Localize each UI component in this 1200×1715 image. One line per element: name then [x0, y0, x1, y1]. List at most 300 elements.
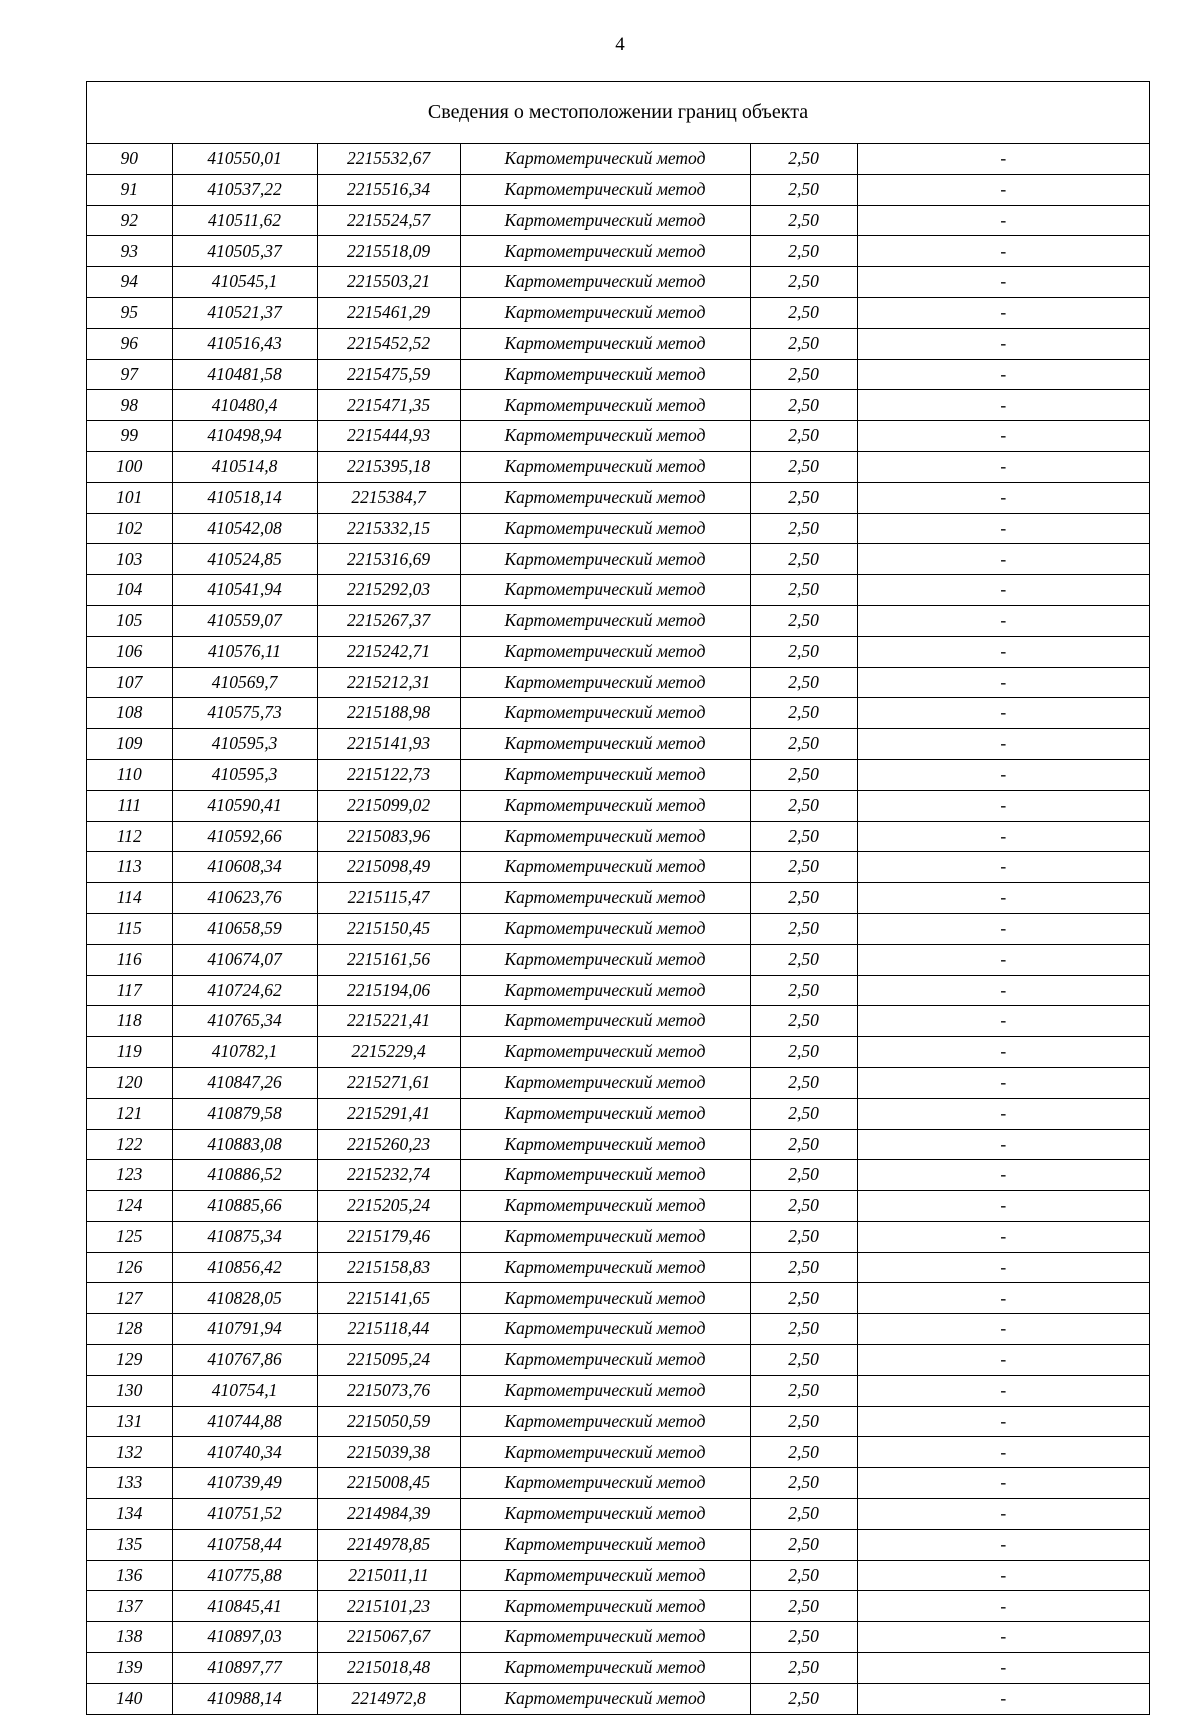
cell-x-coordinate: 410782,1	[172, 1037, 317, 1068]
table-row	[87, 513, 1149, 544]
cell-x-coordinate: 410542,08	[172, 513, 317, 544]
cell-y-coordinate: 2215475,59	[317, 359, 460, 390]
cell-note: -	[857, 605, 1149, 636]
cell-x-coordinate: 410576,11	[172, 636, 317, 667]
cell-note: -	[857, 944, 1149, 975]
table-row	[87, 1283, 1149, 1314]
cell-note: -	[857, 1468, 1149, 1499]
cell-point-number: 110	[87, 759, 172, 790]
cell-y-coordinate: 2215050,59	[317, 1406, 460, 1437]
table-row	[87, 1221, 1149, 1252]
cell-note: -	[857, 1653, 1149, 1684]
cell-point-number: 129	[87, 1345, 172, 1376]
cell-x-coordinate: 410595,3	[172, 729, 317, 760]
cell-point-number: 94	[87, 267, 172, 298]
cell-accuracy: 2,50	[750, 698, 857, 729]
table-row	[87, 1683, 1149, 1713]
cell-point-number: 133	[87, 1468, 172, 1499]
cell-point-number: 123	[87, 1160, 172, 1191]
cell-y-coordinate: 2215316,69	[317, 544, 460, 575]
cell-accuracy: 2,50	[750, 482, 857, 513]
cell-method: Картометрический метод	[460, 759, 750, 790]
cell-note: -	[857, 975, 1149, 1006]
cell-point-number: 124	[87, 1191, 172, 1222]
cell-accuracy: 2,50	[750, 1037, 857, 1068]
cell-note: -	[857, 1437, 1149, 1468]
boundary-points-table-frame	[86, 81, 1150, 1715]
table-row	[87, 1314, 1149, 1345]
cell-x-coordinate: 410658,59	[172, 913, 317, 944]
cell-x-coordinate: 410845,41	[172, 1591, 317, 1622]
cell-accuracy: 2,50	[750, 144, 857, 174]
cell-accuracy: 2,50	[750, 1468, 857, 1499]
cell-y-coordinate: 2215008,45	[317, 1468, 460, 1499]
cell-note: -	[857, 1406, 1149, 1437]
cell-method: Картометрический метод	[460, 267, 750, 298]
cell-x-coordinate: 410674,07	[172, 944, 317, 975]
cell-method: Картометрический метод	[460, 1375, 750, 1406]
cell-method: Картометрический метод	[460, 790, 750, 821]
cell-method: Картометрический метод	[460, 1221, 750, 1252]
cell-accuracy: 2,50	[750, 1252, 857, 1283]
cell-note: -	[857, 1160, 1149, 1191]
cell-method: Картометрический метод	[460, 328, 750, 359]
cell-accuracy: 2,50	[750, 790, 857, 821]
cell-y-coordinate: 2215039,38	[317, 1437, 460, 1468]
cell-accuracy: 2,50	[750, 1129, 857, 1160]
table-row	[87, 1529, 1149, 1560]
table-row	[87, 1129, 1149, 1160]
cell-method: Картометрический метод	[460, 1406, 750, 1437]
cell-x-coordinate: 410751,52	[172, 1499, 317, 1530]
table-row	[87, 790, 1149, 821]
cell-y-coordinate: 2215115,47	[317, 883, 460, 914]
cell-y-coordinate: 2215503,21	[317, 267, 460, 298]
cell-x-coordinate: 410595,3	[172, 759, 317, 790]
cell-method: Картометрический метод	[460, 667, 750, 698]
cell-y-coordinate: 2214984,39	[317, 1499, 460, 1530]
cell-accuracy: 2,50	[750, 667, 857, 698]
table-row	[87, 759, 1149, 790]
cell-accuracy: 2,50	[750, 759, 857, 790]
cell-method: Картометрический метод	[460, 174, 750, 205]
cell-note: -	[857, 821, 1149, 852]
cell-y-coordinate: 2215150,45	[317, 913, 460, 944]
cell-y-coordinate: 2215532,67	[317, 144, 460, 174]
cell-point-number: 115	[87, 913, 172, 944]
cell-note: -	[857, 236, 1149, 267]
cell-accuracy: 2,50	[750, 575, 857, 606]
cell-point-number: 135	[87, 1529, 172, 1560]
cell-point-number: 119	[87, 1037, 172, 1068]
cell-note: -	[857, 359, 1149, 390]
cell-note: -	[857, 1529, 1149, 1560]
cell-method: Картометрический метод	[460, 205, 750, 236]
cell-note: -	[857, 698, 1149, 729]
cell-accuracy: 2,50	[750, 852, 857, 883]
cell-point-number: 97	[87, 359, 172, 390]
cell-x-coordinate: 410537,22	[172, 174, 317, 205]
cell-x-coordinate: 410739,49	[172, 1468, 317, 1499]
cell-accuracy: 2,50	[750, 1683, 857, 1713]
cell-point-number: 118	[87, 1006, 172, 1037]
cell-y-coordinate: 2215452,52	[317, 328, 460, 359]
cell-y-coordinate: 2215083,96	[317, 821, 460, 852]
cell-point-number: 116	[87, 944, 172, 975]
cell-y-coordinate: 2215332,15	[317, 513, 460, 544]
cell-x-coordinate: 410765,34	[172, 1006, 317, 1037]
cell-point-number: 111	[87, 790, 172, 821]
table-row	[87, 144, 1149, 174]
cell-x-coordinate: 410516,43	[172, 328, 317, 359]
cell-note: -	[857, 1252, 1149, 1283]
cell-accuracy: 2,50	[750, 513, 857, 544]
table-row	[87, 1468, 1149, 1499]
cell-y-coordinate: 2215444,93	[317, 421, 460, 452]
cell-method: Картометрический метод	[460, 1252, 750, 1283]
cell-method: Картометрический метод	[460, 513, 750, 544]
cell-y-coordinate: 2215212,31	[317, 667, 460, 698]
table-row	[87, 1653, 1149, 1684]
cell-point-number: 136	[87, 1560, 172, 1591]
cell-note: -	[857, 1191, 1149, 1222]
cell-note: -	[857, 205, 1149, 236]
cell-accuracy: 2,50	[750, 1283, 857, 1314]
cell-point-number: 92	[87, 205, 172, 236]
cell-note: -	[857, 451, 1149, 482]
cell-y-coordinate: 2215292,03	[317, 575, 460, 606]
cell-note: -	[857, 1221, 1149, 1252]
table-row	[87, 174, 1149, 205]
cell-point-number: 125	[87, 1221, 172, 1252]
table-row	[87, 421, 1149, 452]
cell-method: Картометрический метод	[460, 1437, 750, 1468]
cell-y-coordinate: 2215194,06	[317, 975, 460, 1006]
cell-method: Картометрический метод	[460, 297, 750, 328]
cell-method: Картометрический метод	[460, 236, 750, 267]
cell-note: -	[857, 328, 1149, 359]
cell-note: -	[857, 390, 1149, 421]
cell-y-coordinate: 2215229,4	[317, 1037, 460, 1068]
cell-point-number: 117	[87, 975, 172, 1006]
cell-note: -	[857, 1098, 1149, 1129]
cell-accuracy: 2,50	[750, 1314, 857, 1345]
cell-y-coordinate: 2215118,44	[317, 1314, 460, 1345]
cell-method: Картометрический метод	[460, 1129, 750, 1160]
cell-x-coordinate: 410791,94	[172, 1314, 317, 1345]
table-row	[87, 1499, 1149, 1530]
cell-point-number: 106	[87, 636, 172, 667]
cell-note: -	[857, 913, 1149, 944]
cell-method: Картометрический метод	[460, 451, 750, 482]
cell-method: Картометрический метод	[460, 544, 750, 575]
cell-point-number: 104	[87, 575, 172, 606]
table-row	[87, 883, 1149, 914]
cell-accuracy: 2,50	[750, 1437, 857, 1468]
cell-point-number: 107	[87, 667, 172, 698]
cell-method: Картометрический метод	[460, 975, 750, 1006]
cell-x-coordinate: 410897,77	[172, 1653, 317, 1684]
cell-accuracy: 2,50	[750, 1406, 857, 1437]
cell-point-number: 132	[87, 1437, 172, 1468]
cell-note: -	[857, 267, 1149, 298]
cell-x-coordinate: 410541,94	[172, 575, 317, 606]
cell-x-coordinate: 410569,7	[172, 667, 317, 698]
cell-accuracy: 2,50	[750, 821, 857, 852]
cell-method: Картометрический метод	[460, 1314, 750, 1345]
cell-y-coordinate: 2215267,37	[317, 605, 460, 636]
cell-point-number: 109	[87, 729, 172, 760]
cell-note: -	[857, 297, 1149, 328]
cell-method: Картометрический метод	[460, 1067, 750, 1098]
cell-y-coordinate: 2215122,73	[317, 759, 460, 790]
cell-y-coordinate: 2215384,7	[317, 482, 460, 513]
cell-point-number: 140	[87, 1683, 172, 1713]
table-caption: Сведения о местоположении границ объекта	[87, 82, 1149, 144]
cell-y-coordinate: 2215232,74	[317, 1160, 460, 1191]
cell-method: Картометрический метод	[460, 1098, 750, 1129]
cell-y-coordinate: 2215141,65	[317, 1283, 460, 1314]
cell-note: -	[857, 1375, 1149, 1406]
table-row	[87, 667, 1149, 698]
cell-y-coordinate: 2215141,93	[317, 729, 460, 760]
cell-note: -	[857, 513, 1149, 544]
cell-accuracy: 2,50	[750, 636, 857, 667]
cell-accuracy: 2,50	[750, 1499, 857, 1530]
cell-point-number: 90	[87, 144, 172, 174]
cell-note: -	[857, 1283, 1149, 1314]
table-row	[87, 636, 1149, 667]
cell-note: -	[857, 1129, 1149, 1160]
cell-x-coordinate: 410524,85	[172, 544, 317, 575]
cell-accuracy: 2,50	[750, 913, 857, 944]
cell-y-coordinate: 2214972,8	[317, 1683, 460, 1713]
cell-point-number: 121	[87, 1098, 172, 1129]
cell-x-coordinate: 410518,14	[172, 482, 317, 513]
cell-method: Картометрический метод	[460, 1529, 750, 1560]
cell-accuracy: 2,50	[750, 1006, 857, 1037]
table-row	[87, 944, 1149, 975]
cell-y-coordinate: 2215099,02	[317, 790, 460, 821]
cell-y-coordinate: 2215461,29	[317, 297, 460, 328]
cell-y-coordinate: 2215095,24	[317, 1345, 460, 1376]
cell-x-coordinate: 410775,88	[172, 1560, 317, 1591]
cell-note: -	[857, 852, 1149, 883]
cell-method: Картометрический метод	[460, 913, 750, 944]
table-row	[87, 575, 1149, 606]
cell-y-coordinate: 2215179,46	[317, 1221, 460, 1252]
cell-note: -	[857, 883, 1149, 914]
table-row	[87, 1252, 1149, 1283]
cell-point-number: 108	[87, 698, 172, 729]
table-row	[87, 1037, 1149, 1068]
cell-x-coordinate: 410514,8	[172, 451, 317, 482]
table-row	[87, 1622, 1149, 1653]
cell-point-number: 103	[87, 544, 172, 575]
cell-x-coordinate: 410740,34	[172, 1437, 317, 1468]
table-body	[87, 144, 1149, 1714]
cell-y-coordinate: 2215098,49	[317, 852, 460, 883]
cell-point-number: 131	[87, 1406, 172, 1437]
cell-y-coordinate: 2215291,41	[317, 1098, 460, 1129]
cell-accuracy: 2,50	[750, 1345, 857, 1376]
cell-point-number: 137	[87, 1591, 172, 1622]
cell-y-coordinate: 2215471,35	[317, 390, 460, 421]
cell-x-coordinate: 410847,26	[172, 1067, 317, 1098]
cell-point-number: 126	[87, 1252, 172, 1283]
cell-point-number: 105	[87, 605, 172, 636]
cell-accuracy: 2,50	[750, 883, 857, 914]
cell-point-number: 102	[87, 513, 172, 544]
cell-method: Картометрический метод	[460, 1191, 750, 1222]
cell-y-coordinate: 2215518,09	[317, 236, 460, 267]
cell-x-coordinate: 410592,66	[172, 821, 317, 852]
cell-accuracy: 2,50	[750, 421, 857, 452]
cell-note: -	[857, 1006, 1149, 1037]
cell-method: Картометрический метод	[460, 1591, 750, 1622]
cell-x-coordinate: 410480,4	[172, 390, 317, 421]
table-row	[87, 1191, 1149, 1222]
table-row	[87, 821, 1149, 852]
cell-note: -	[857, 1560, 1149, 1591]
table-row	[87, 605, 1149, 636]
table-row	[87, 267, 1149, 298]
cell-point-number: 128	[87, 1314, 172, 1345]
cell-y-coordinate: 2215188,98	[317, 698, 460, 729]
cell-point-number: 93	[87, 236, 172, 267]
table-row	[87, 1560, 1149, 1591]
cell-method: Картометрический метод	[460, 944, 750, 975]
cell-accuracy: 2,50	[750, 390, 857, 421]
cell-method: Картометрический метод	[460, 1560, 750, 1591]
cell-accuracy: 2,50	[750, 975, 857, 1006]
cell-point-number: 96	[87, 328, 172, 359]
cell-point-number: 91	[87, 174, 172, 205]
cell-accuracy: 2,50	[750, 1622, 857, 1653]
cell-accuracy: 2,50	[750, 729, 857, 760]
cell-note: -	[857, 729, 1149, 760]
cell-method: Картометрический метод	[460, 1653, 750, 1684]
cell-method: Картометрический метод	[460, 1345, 750, 1376]
cell-method: Картометрический метод	[460, 605, 750, 636]
cell-x-coordinate: 410511,62	[172, 205, 317, 236]
cell-x-coordinate: 410754,1	[172, 1375, 317, 1406]
cell-accuracy: 2,50	[750, 1098, 857, 1129]
cell-accuracy: 2,50	[750, 1191, 857, 1222]
cell-note: -	[857, 1314, 1149, 1345]
cell-method: Картометрический метод	[460, 729, 750, 760]
cell-y-coordinate: 2215073,76	[317, 1375, 460, 1406]
cell-method: Картометрический метод	[460, 359, 750, 390]
cell-x-coordinate: 410988,14	[172, 1683, 317, 1713]
cell-note: -	[857, 790, 1149, 821]
cell-method: Картометрический метод	[460, 1160, 750, 1191]
table-row	[87, 1591, 1149, 1622]
cell-point-number: 127	[87, 1283, 172, 1314]
cell-y-coordinate: 2215161,56	[317, 944, 460, 975]
cell-method: Картометрический метод	[460, 1499, 750, 1530]
cell-note: -	[857, 759, 1149, 790]
cell-accuracy: 2,50	[750, 1653, 857, 1684]
table-row	[87, 1006, 1149, 1037]
cell-x-coordinate: 410828,05	[172, 1283, 317, 1314]
table-row	[87, 698, 1149, 729]
cell-method: Картометрический метод	[460, 482, 750, 513]
cell-point-number: 95	[87, 297, 172, 328]
cell-y-coordinate: 2215271,61	[317, 1067, 460, 1098]
table-row	[87, 1406, 1149, 1437]
cell-y-coordinate: 2214978,85	[317, 1529, 460, 1560]
cell-point-number: 113	[87, 852, 172, 883]
cell-accuracy: 2,50	[750, 1560, 857, 1591]
cell-note: -	[857, 482, 1149, 513]
cell-accuracy: 2,50	[750, 236, 857, 267]
cell-x-coordinate: 410744,88	[172, 1406, 317, 1437]
cell-x-coordinate: 410623,76	[172, 883, 317, 914]
cell-note: -	[857, 1345, 1149, 1376]
cell-note: -	[857, 1037, 1149, 1068]
cell-point-number: 112	[87, 821, 172, 852]
cell-x-coordinate: 410590,41	[172, 790, 317, 821]
cell-accuracy: 2,50	[750, 1160, 857, 1191]
cell-point-number: 114	[87, 883, 172, 914]
cell-accuracy: 2,50	[750, 1591, 857, 1622]
cell-y-coordinate: 2215018,48	[317, 1653, 460, 1684]
cell-accuracy: 2,50	[750, 1529, 857, 1560]
cell-method: Картометрический метод	[460, 636, 750, 667]
cell-y-coordinate: 2215101,23	[317, 1591, 460, 1622]
cell-x-coordinate: 410897,03	[172, 1622, 317, 1653]
cell-x-coordinate: 410886,52	[172, 1160, 317, 1191]
cell-method: Картометрический метод	[460, 390, 750, 421]
cell-point-number: 101	[87, 482, 172, 513]
cell-accuracy: 2,50	[750, 544, 857, 575]
cell-y-coordinate: 2215260,23	[317, 1129, 460, 1160]
cell-method: Картометрический метод	[460, 575, 750, 606]
cell-accuracy: 2,50	[750, 1221, 857, 1252]
cell-method: Картометрический метод	[460, 1468, 750, 1499]
table-row	[87, 205, 1149, 236]
table-row	[87, 236, 1149, 267]
cell-point-number: 138	[87, 1622, 172, 1653]
cell-x-coordinate: 410575,73	[172, 698, 317, 729]
cell-x-coordinate: 410856,42	[172, 1252, 317, 1283]
cell-point-number: 130	[87, 1375, 172, 1406]
cell-x-coordinate: 410521,37	[172, 297, 317, 328]
cell-method: Картометрический метод	[460, 1683, 750, 1713]
table-row	[87, 451, 1149, 482]
boundary-points-table	[87, 144, 1149, 1714]
cell-y-coordinate: 2215011,11	[317, 1560, 460, 1591]
cell-point-number: 98	[87, 390, 172, 421]
cell-x-coordinate: 410885,66	[172, 1191, 317, 1222]
cell-y-coordinate: 2215395,18	[317, 451, 460, 482]
cell-x-coordinate: 410608,34	[172, 852, 317, 883]
cell-point-number: 100	[87, 451, 172, 482]
cell-point-number: 122	[87, 1129, 172, 1160]
cell-accuracy: 2,50	[750, 451, 857, 482]
cell-method: Картометрический метод	[460, 1006, 750, 1037]
cell-accuracy: 2,50	[750, 1375, 857, 1406]
table-row	[87, 852, 1149, 883]
cell-x-coordinate: 410875,34	[172, 1221, 317, 1252]
cell-accuracy: 2,50	[750, 297, 857, 328]
cell-method: Картометрический метод	[460, 1283, 750, 1314]
cell-x-coordinate: 410545,1	[172, 267, 317, 298]
table-row	[87, 482, 1149, 513]
table-row	[87, 1098, 1149, 1129]
cell-accuracy: 2,50	[750, 205, 857, 236]
